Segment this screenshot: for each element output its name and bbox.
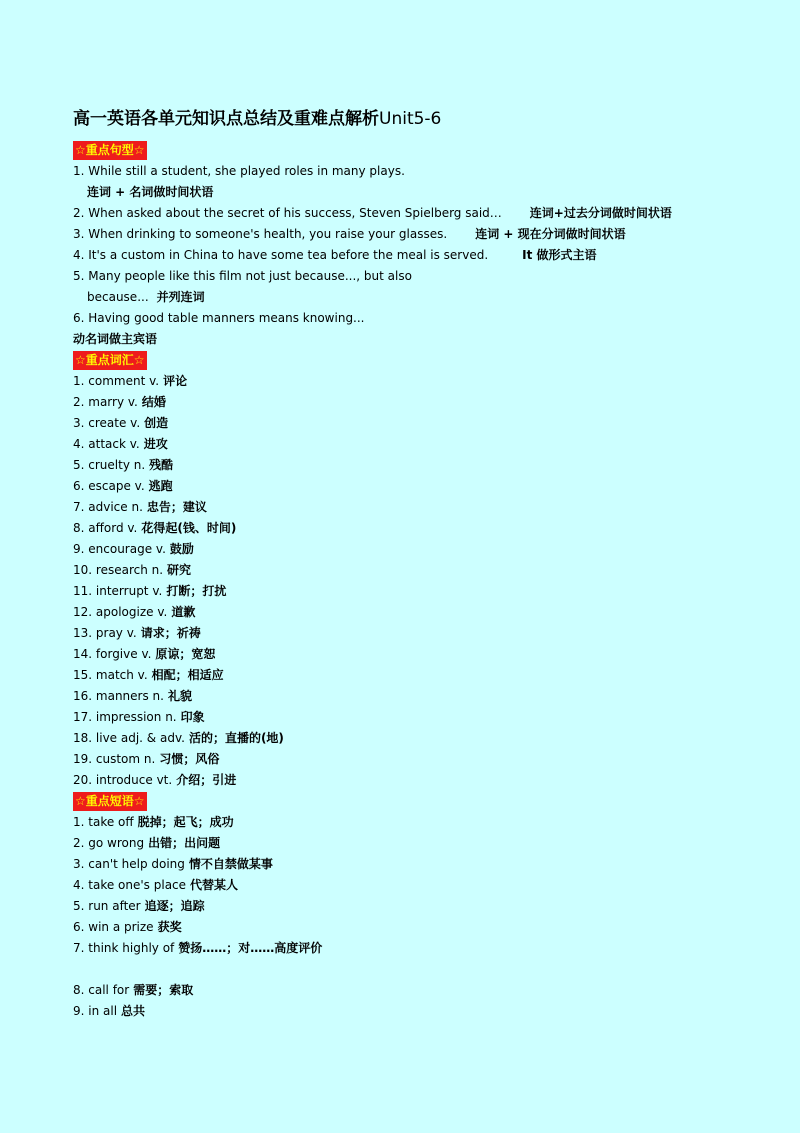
vocab-item-term: 8. afford v. xyxy=(73,521,138,535)
phrase-item xyxy=(73,1001,733,1022)
phrase-item xyxy=(73,812,733,833)
vocab-item-term: 19. custom n. xyxy=(73,752,156,766)
vocab-item xyxy=(73,455,733,476)
vocab-item xyxy=(73,728,733,749)
phrase-item xyxy=(73,833,733,854)
section-badge: ☆重点句型☆ xyxy=(73,141,147,160)
phrase-item-meaning: 追逐；追踪 xyxy=(144,899,205,913)
vocab-list xyxy=(73,371,733,791)
sentence-note-line xyxy=(73,329,733,350)
sentence-text: 1. While still a student, she played roles in many plays. xyxy=(73,164,405,178)
vocab-item-meaning: 研究 xyxy=(167,563,192,577)
phrase-item-meaning: 情不自禁做某事 xyxy=(188,857,273,871)
sentence-text: 2. When asked about the secret of his success, Steven Spielberg said… xyxy=(73,206,502,220)
sentence-text: 3. When drinking to someone's health, you raise your glasses. xyxy=(73,227,448,241)
sentence-note: 并列连词 xyxy=(156,290,205,304)
section-header-sentences xyxy=(73,140,733,161)
vocab-item xyxy=(73,665,733,686)
vocab-item-meaning: 忠告；建议 xyxy=(146,500,207,514)
section-badge: ☆重点词汇☆ xyxy=(73,351,147,370)
phrase-item-meaning: 出错；出问题 xyxy=(148,836,221,850)
phrase-list xyxy=(73,812,733,1022)
vocab-item xyxy=(73,392,733,413)
vocab-item xyxy=(73,518,733,539)
section-badge: ☆重点短语☆ xyxy=(73,792,147,811)
vocab-item-term: 10. research n. xyxy=(73,563,164,577)
sentence-item xyxy=(73,308,733,329)
phrase-item-term: 5. run after xyxy=(73,899,141,913)
sentence-item xyxy=(73,266,733,287)
vocab-item-meaning: 活的；直播的(地) xyxy=(188,731,284,745)
sentence-note: 连词 + 名词做时间状语 xyxy=(87,185,214,199)
vocab-item xyxy=(73,581,733,602)
vocab-item xyxy=(73,476,733,497)
sentence-item xyxy=(73,161,733,182)
vocab-item xyxy=(73,644,733,665)
sentence-text: 6. Having good table manners means knowing... xyxy=(73,311,365,325)
vocab-item-term: 9. encourage v. xyxy=(73,542,166,556)
vocab-item-term: 1. comment v. xyxy=(73,374,160,388)
title-chinese: 高一英语各单元知识点总结及重难点解析 xyxy=(73,109,379,129)
vocab-item-meaning: 创造 xyxy=(144,416,169,430)
sentence-cont-text: because... xyxy=(87,290,149,304)
vocab-item-meaning: 请求；祈祷 xyxy=(140,626,201,640)
vocab-item xyxy=(73,497,733,518)
vocab-item-meaning: 鼓励 xyxy=(169,542,194,556)
phrase-item xyxy=(73,917,733,938)
phrase-item-term: 2. go wrong xyxy=(73,836,145,850)
vocab-item-meaning: 礼貌 xyxy=(167,689,192,703)
sentence-note: It 做形式主语 xyxy=(522,248,597,262)
section-header-vocab xyxy=(73,350,733,371)
vocab-item xyxy=(73,686,733,707)
vocab-item-meaning: 介绍；引进 xyxy=(176,773,237,787)
vocab-item-meaning: 习惯；风俗 xyxy=(159,752,220,766)
sentence-text: 5. Many people like this film not just because..., but also xyxy=(73,269,412,283)
document-page xyxy=(73,106,733,1022)
phrase-item-meaning: 需要；索取 xyxy=(133,983,194,997)
vocab-item-term: 15. match v. xyxy=(73,668,148,682)
phrase-item xyxy=(73,938,733,959)
vocab-item xyxy=(73,602,733,623)
vocab-item-term: 11. interrupt v. xyxy=(73,584,163,598)
phrase-item xyxy=(73,896,733,917)
vocab-item-term: 17. impression n. xyxy=(73,710,177,724)
vocab-item xyxy=(73,707,733,728)
vocab-item-term: 5. cruelty n. xyxy=(73,458,146,472)
phrase-item-meaning: 总共 xyxy=(121,1004,146,1018)
phrase-item xyxy=(73,980,733,1001)
phrase-item-term: 3. can't help doing xyxy=(73,857,185,871)
vocab-item-meaning: 原谅；宽恕 xyxy=(155,647,216,661)
vocab-item xyxy=(73,749,733,770)
sentence-note: 连词 + 现在分词做时间状语 xyxy=(475,227,626,241)
vocab-item xyxy=(73,371,733,392)
vocab-item-term: 14. forgive v. xyxy=(73,647,152,661)
phrase-item xyxy=(73,854,733,875)
sentence-note: 动名词做主宾语 xyxy=(73,332,158,346)
section-header-phrases xyxy=(73,791,733,812)
phrase-item-meaning: 脱掉；起飞；成功 xyxy=(137,815,234,829)
vocab-item-meaning: 逃跑 xyxy=(148,479,173,493)
vocab-item-term: 3. create v. xyxy=(73,416,141,430)
vocab-item-term: 12. apologize v. xyxy=(73,605,168,619)
phrase-item-term: 8. call for xyxy=(73,983,130,997)
phrase-item-term: 9. in all xyxy=(73,1004,118,1018)
vocab-item-term: 4. attack v. xyxy=(73,437,140,451)
vocab-item-meaning: 评论 xyxy=(163,374,188,388)
phrase-item xyxy=(73,875,733,896)
vocab-item-meaning: 打断；打扰 xyxy=(166,584,227,598)
vocab-item-term: 20. introduce vt. xyxy=(73,773,173,787)
vocab-item-term: 18. live adj. & adv. xyxy=(73,731,185,745)
phrase-item-term: 6. win a prize xyxy=(73,920,154,934)
vocab-item-meaning: 道歉 xyxy=(171,605,196,619)
sentence-item xyxy=(73,245,733,266)
phrase-item-term: 7. think highly of xyxy=(73,941,175,955)
sentence-item xyxy=(73,224,733,245)
vocab-item-term: 13. pray v. xyxy=(73,626,137,640)
vocab-item-meaning: 印象 xyxy=(180,710,205,724)
sentence-text: 4. It's a custom in China to have some tea before the meal is served. xyxy=(73,248,489,262)
vocab-item-meaning: 相配；相适应 xyxy=(151,668,224,682)
sentence-note-line xyxy=(73,182,733,203)
page-title xyxy=(73,106,733,132)
vocab-item-term: 7. advice n. xyxy=(73,500,143,514)
vocab-item xyxy=(73,560,733,581)
vocab-item-term: 2. marry v. xyxy=(73,395,138,409)
title-unit: Unit5-6 xyxy=(379,109,442,129)
vocab-item-meaning: 花得起(钱、时间) xyxy=(141,521,237,535)
phrase-item-term: 4. take one's place xyxy=(73,878,187,892)
vocab-item xyxy=(73,434,733,455)
vocab-item-term: 16. manners n. xyxy=(73,689,164,703)
phrase-item-meaning: 获奖 xyxy=(157,920,182,934)
blank-line xyxy=(73,959,733,980)
sentence-item xyxy=(73,203,733,224)
vocab-item xyxy=(73,413,733,434)
vocab-item-meaning: 残酷 xyxy=(149,458,174,472)
vocab-item-meaning: 结婚 xyxy=(141,395,166,409)
phrase-item-meaning: 赞扬……；对……高度评价 xyxy=(178,941,323,955)
phrase-item-term: 1. take off xyxy=(73,815,134,829)
vocab-item-meaning: 进攻 xyxy=(143,437,168,451)
sentence-continuation xyxy=(73,287,733,308)
vocab-item xyxy=(73,539,733,560)
vocab-item xyxy=(73,623,733,644)
sentence-note: 连词+过去分词做时间状语 xyxy=(529,206,672,220)
phrase-item-meaning: 代替某人 xyxy=(190,878,239,892)
vocab-item-term: 6. escape v. xyxy=(73,479,145,493)
vocab-item xyxy=(73,770,733,791)
